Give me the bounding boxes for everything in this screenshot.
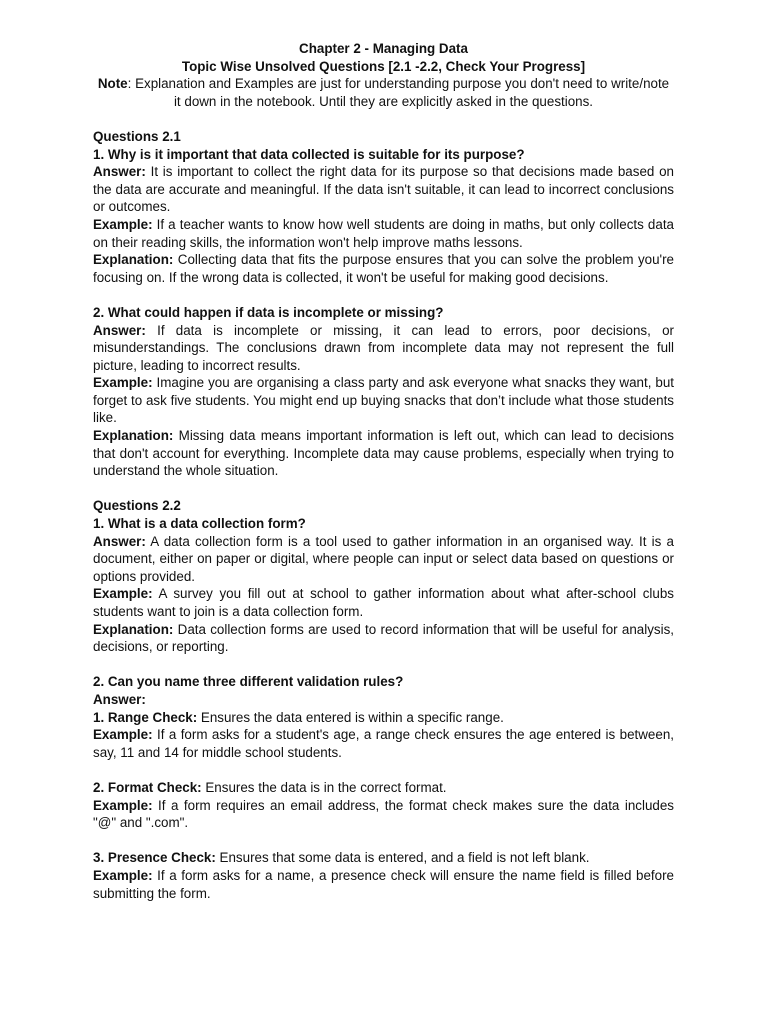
- question-2-1-2: 2. What could happen if data is incomplete or missing?: [93, 304, 444, 320]
- example-2-1-2: [93, 374, 674, 427]
- rule-name: 2. Format Check:: [93, 779, 202, 795]
- example-text: A survey you fill out at school to gather information about what after-school clubs students want to join is a data collection form.: [93, 586, 674, 619]
- answer-label-2-2-2: Answer:: [93, 691, 146, 707]
- example-2-1-1: [93, 216, 674, 251]
- answer-label: Answer:: [93, 533, 146, 549]
- explanation-label: Explanation:: [93, 621, 174, 637]
- example-label: Example:: [93, 867, 153, 883]
- example-label: Example:: [93, 586, 153, 602]
- rule-format-example: [93, 797, 674, 832]
- rule-range-example: [93, 726, 674, 761]
- answer-text: It is important to collect the right data for its purpose so that decisions made based on the data are accurate and meaningful. If the data isn't suitable, it can lead to incorrect conclusions or outcomes.: [93, 164, 674, 215]
- answer-text: A data collection form is a tool used to gather information in an organised way. It is a document, either on paper or digital, where people can input or select data based on questions or options provided.: [93, 533, 674, 584]
- example-text: If a teacher wants to know how well students are doing in maths, but only collects data on their reading skills, the information won't help improve maths lessons.: [93, 216, 674, 250]
- example-text: If a form asks for a student's age, a range check ensures the age entered is between, say, 11 and 14 for middle school students.: [93, 727, 674, 760]
- example-text: If a form requires an email address, the format check makes sure the data includes "@" and ".com".: [93, 797, 674, 831]
- rule-description: Ensures that some data is entered, and a field is not left blank.: [215, 850, 590, 866]
- answer-2-1-1: [93, 163, 674, 216]
- example-label: Example:: [93, 797, 153, 813]
- rule-name: 1. Range Check:: [93, 709, 198, 725]
- answer-label: Answer:: [93, 164, 146, 180]
- answer-2-1-2: [93, 322, 674, 375]
- note-label: Note: [97, 76, 128, 92]
- note-text: : Explanation and Examples are just for understanding purpose you don't need to write/note it down in the notebook. Until they are explicitly asked in the questions.: [127, 76, 670, 109]
- example-label: Example:: [93, 216, 153, 232]
- section-heading-2-2: Questions 2.2: [93, 498, 181, 514]
- answer-text: If data is incomplete or missing, it can lead to errors, poor decisions, or misunderstandings. The conclusions drawn from incomplete data may not represent the full picture, leading to incorrect results.: [93, 322, 674, 373]
- answer-2-2-1: [93, 533, 674, 586]
- question-2-2-1: 1. What is a data collection form?: [93, 516, 306, 532]
- example-text: If a form asks for a name, a presence check will ensure the name field is filled before submitting the form.: [93, 867, 674, 901]
- explanation-label: Explanation:: [93, 252, 174, 268]
- question-2-2-2: 2. Can you name three different validation rules?: [93, 674, 404, 690]
- question-2-1-1: 1. Why is it important that data collected is suitable for its purpose?: [93, 146, 525, 162]
- rule-presence-check: [93, 849, 674, 867]
- answer-label: Answer:: [93, 322, 146, 338]
- explanation-2-1-1: [93, 251, 674, 286]
- explanation-2-1-2: [93, 427, 674, 480]
- rule-description: Ensures the data entered is within a specific range.: [197, 709, 504, 725]
- explanation-text: Data collection forms are used to record information that will be useful for analysis, decisions, or reporting.: [93, 621, 674, 655]
- example-label: Example:: [93, 375, 153, 391]
- document-subtitle: Topic Wise Unsolved Questions [2.1 -2.2, Check Your Progress]: [181, 58, 586, 74]
- rule-name: 3. Presence Check:: [93, 850, 216, 866]
- document-title: Chapter 2 - Managing Data: [299, 41, 468, 56]
- note: [93, 75, 674, 110]
- explanation-text: Collecting data that fits the purpose ensures that you can solve the problem you're focusing on. If the wrong data is collected, it won't be useful for making good decisions.: [93, 252, 674, 285]
- rule-range-check: [93, 709, 674, 727]
- explanation-2-2-1: [93, 621, 674, 656]
- explanation-label: Explanation:: [93, 428, 174, 444]
- example-2-2-1: [93, 585, 674, 620]
- example-text: Imagine you are organising a class party and ask everyone what snacks they want, but forget to ask five students. You might end up buying snacks that don’t include what those students like.: [93, 375, 674, 426]
- rule-presence-example: [93, 867, 674, 902]
- rule-format-check: [93, 779, 674, 797]
- example-label: Example:: [93, 727, 153, 743]
- section-heading-2-1: Questions 2.1: [93, 128, 181, 144]
- rule-description: Ensures the data is in the correct format.: [201, 779, 447, 795]
- explanation-text: Missing data means important information is left out, which can lead to decisions that don't account for everything. Incomplete data may cause problems, especially when trying to understand the whole situation.: [93, 428, 674, 479]
